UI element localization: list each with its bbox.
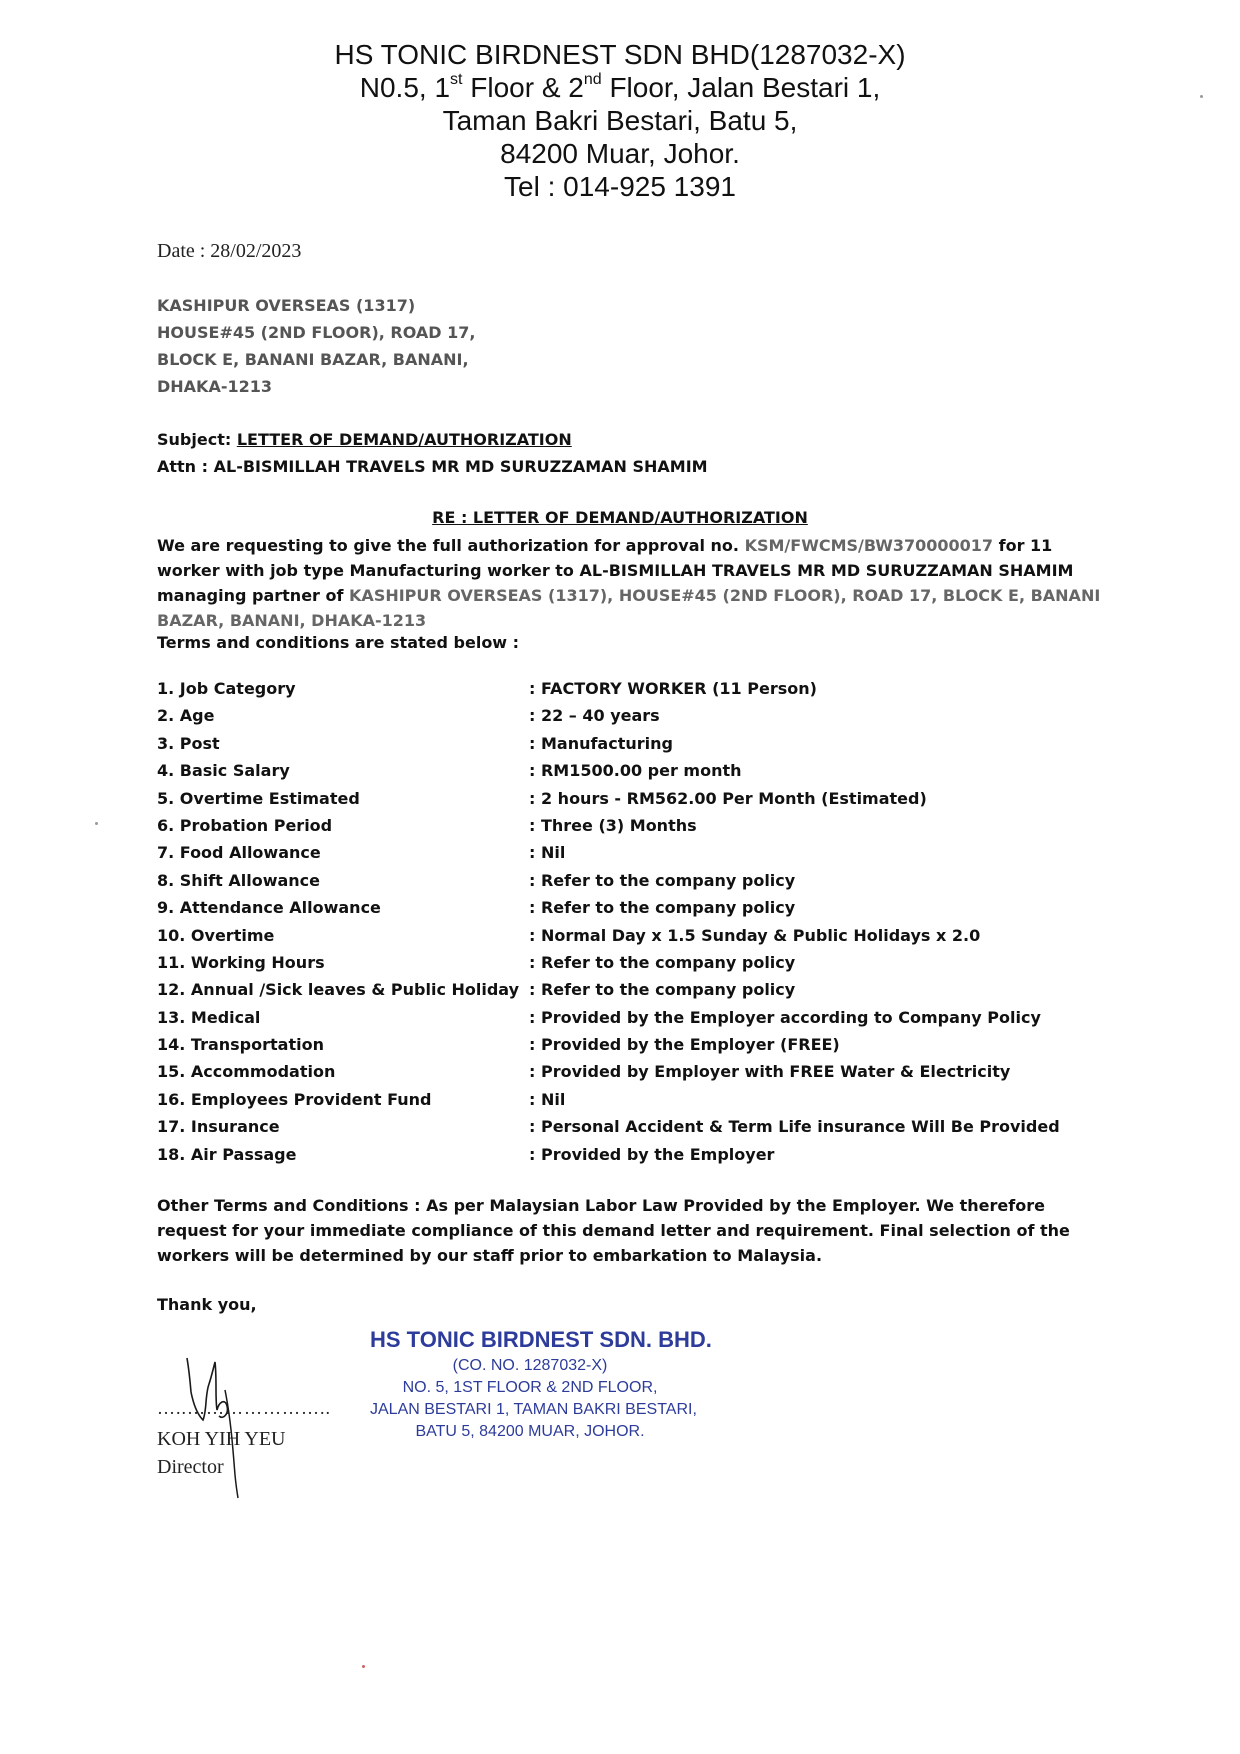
address-part: N0.5, 1 — [359, 72, 451, 103]
term-row — [157, 1004, 1107, 1031]
terms-list — [157, 675, 1107, 1168]
signature-line: …..………………….. — [157, 1398, 331, 1418]
term-label: 5. Overtime Estimated — [157, 788, 360, 808]
stamp-line: JALAN BESTARI 1, TAMAN BAKRI BESTARI, — [370, 1401, 697, 1418]
term-value: : Provided by the Employer — [529, 1144, 775, 1164]
term-label: 16. Employees Provident Fund — [157, 1089, 432, 1109]
term-row — [157, 1031, 1107, 1058]
term-row — [157, 730, 1107, 757]
term-row — [157, 757, 1107, 784]
term-value: : Refer to the company policy — [529, 980, 796, 1000]
letterhead — [0, 38, 1240, 203]
scan-speck — [1200, 95, 1203, 98]
term-label: 18. Air Passage — [157, 1144, 297, 1164]
term-row — [157, 1086, 1107, 1113]
term-row — [157, 1141, 1107, 1168]
term-label: 4. Basic Salary — [157, 761, 290, 781]
term-row — [157, 702, 1107, 729]
attn-line: Attn : AL-BISMILLAH TRAVELS MR MD SURUZZAMAN SHAMIM — [157, 457, 708, 476]
stamp-title: HS TONIC BIRDNEST SDN. BHD. — [370, 1327, 712, 1352]
recipient-line: HOUSE#45 (2ND FLOOR), ROAD 17, — [157, 323, 476, 342]
company-address-line-2: Taman Bakri Bestari, Batu 5, — [442, 105, 798, 136]
term-row — [157, 976, 1107, 1003]
address-part: Floor & 2 — [462, 72, 584, 103]
stamp-line: BATU 5, 84200 MUAR, JOHOR. — [415, 1423, 645, 1440]
term-value: : Refer to the company policy — [529, 898, 796, 918]
term-value: : Nil — [529, 1089, 566, 1109]
company-address-line-1 — [0, 71, 1240, 104]
other-terms-paragraph: Other Terms and Conditions : As per Malaysian Labor Law Provided by the Employer. We therefore request for your immediate compliance of this demand letter and requirement. Final selection of the workers will be determined by our staff prior to embarkation to Malaysia. — [157, 1196, 1070, 1265]
approval-number: KSM/FWCMS/BW370000017 — [744, 536, 994, 555]
address-part: Floor, Jalan Bestari 1, — [601, 72, 881, 103]
company-stamp — [370, 1325, 712, 1443]
signer-title: Director — [157, 1456, 224, 1478]
term-label: 1. Job Category — [157, 679, 296, 698]
term-value: : Provided by the Employer according to Company Policy — [529, 1007, 1041, 1027]
term-value: : 22 – 40 years — [529, 706, 660, 726]
signer-name: KOH YIH YEU — [157, 1428, 286, 1450]
term-value: : RM1500.00 per month — [529, 761, 742, 781]
term-value: : 2 hours - RM562.00 Per Month (Estimated) — [529, 788, 927, 808]
term-value: : Refer to the company policy — [529, 952, 796, 972]
term-row — [157, 675, 1107, 702]
term-row — [157, 1113, 1107, 1140]
subject-block — [157, 426, 708, 480]
signer-block — [157, 1425, 286, 1481]
term-label: 7. Food Allowance — [157, 843, 321, 863]
term-value: : Provided by the Employer (FREE) — [529, 1035, 840, 1055]
closing-text: Thank you, — [157, 1295, 257, 1314]
term-value: : Provided by Employer with FREE Water & Electricity — [529, 1062, 1011, 1082]
address-sup: st — [450, 70, 463, 88]
term-label: 15. Accommodation — [157, 1062, 336, 1082]
term-label: 8. Shift Allowance — [157, 870, 321, 890]
recipient-line: BLOCK E, BANANI BAZAR, BANANI, — [157, 350, 469, 369]
body-text: We are requesting to give the full authorization for approval no. — [157, 536, 745, 555]
term-value: : Nil — [529, 843, 566, 863]
term-label: 11. Working Hours — [157, 952, 325, 972]
term-row — [157, 839, 1107, 866]
term-label: 17. Insurance — [157, 1117, 280, 1137]
term-value: : Three (3) Months — [529, 815, 697, 835]
scan-speck — [95, 822, 98, 825]
term-row — [157, 867, 1107, 894]
company-address-line-3: 84200 Muar, Johor. — [500, 138, 740, 169]
term-value: : Manufacturing — [529, 733, 673, 753]
agency-address: KASHIPUR OVERSEAS (1317), HOUSE#45 (2ND FLOOR), ROAD 17, BLOCK E, BANANI BAZAR, BANANI, DHAKA-1213 — [157, 586, 1101, 630]
term-label: 14. Transportation — [157, 1035, 324, 1055]
recipient-line: KASHIPUR OVERSEAS (1317) — [157, 296, 416, 315]
term-row — [157, 785, 1107, 812]
stamp-line: (CO. NO. 1287032-X) — [452, 1357, 608, 1374]
subject-label: Subject: — [157, 430, 237, 449]
term-row — [157, 949, 1107, 976]
term-value: : Personal Accident & Term Life insurance Will Be Provided — [529, 1117, 1060, 1137]
re-title: RE : LETTER OF DEMAND/AUTHORIZATION — [432, 508, 808, 527]
body-text: for 11 worker with job type Manufacturing worker to AL-BISMILLAH TRAVELS MR MD SURUZZAMAN SHAMIM managing partner of — [157, 536, 1074, 605]
term-value: : Refer to the company policy — [529, 870, 796, 890]
term-row — [157, 1058, 1107, 1085]
term-label: 2. Age — [157, 706, 215, 726]
letter-date: Date : 28/02/2023 — [157, 240, 302, 262]
term-row — [157, 812, 1107, 839]
recipient-address — [157, 292, 475, 400]
stamp-line: NO. 5, 1ST FLOOR & 2ND FLOOR, — [402, 1379, 658, 1396]
address-sup: nd — [583, 70, 602, 88]
subject-value: LETTER OF DEMAND/AUTHORIZATION — [236, 430, 572, 449]
term-label: 3. Post — [157, 733, 220, 753]
recipient-line: DHAKA-1213 — [157, 377, 273, 396]
scan-speck — [362, 1665, 365, 1668]
company-tel: Tel : 014-925 1391 — [504, 171, 736, 202]
term-row — [157, 894, 1107, 921]
subject-line — [157, 426, 708, 453]
term-label: 12. Annual /Sick leaves & Public Holiday — [157, 980, 520, 1000]
body-paragraph — [157, 533, 1107, 633]
term-row — [157, 922, 1107, 949]
company-name: HS TONIC BIRDNEST SDN BHD(1287032-X) — [334, 39, 906, 70]
term-value: : FACTORY WORKER (11 Person) — [529, 679, 817, 698]
term-label: 9. Attendance Allowance — [157, 898, 381, 918]
term-label: 13. Medical — [157, 1007, 261, 1027]
term-label: 6. Probation Period — [157, 815, 333, 835]
terms-intro: Terms and conditions are stated below : — [157, 633, 520, 652]
term-label: 10. Overtime — [157, 925, 275, 945]
term-value: : Normal Day x 1.5 Sunday & Public Holidays x 2.0 — [529, 925, 981, 945]
